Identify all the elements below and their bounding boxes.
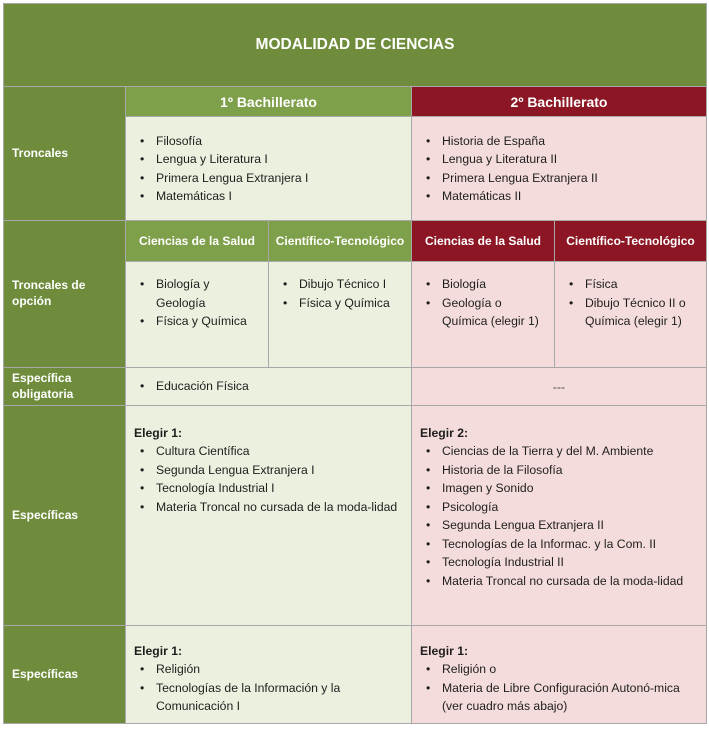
- subheader-1-salud: Ciencias de la Salud: [126, 221, 269, 262]
- list-item: • Segunda Lengua Extranjera I: [138, 461, 403, 480]
- curriculum-table-container: [3, 3, 706, 727]
- list-item: • Matemáticas I: [138, 187, 403, 206]
- list-item: • Biología y Geología: [138, 275, 260, 312]
- list-item: • Primera Lengua Extranjera II: [424, 169, 698, 188]
- elegir-heading: Elegir 1:: [134, 426, 183, 440]
- especificas-b-2-cell: [412, 626, 707, 724]
- list-item: • Historia de la Filosofía: [424, 461, 698, 480]
- list-item: • Primera Lengua Extranjera I: [138, 169, 403, 188]
- list-item: • Biología: [424, 275, 546, 294]
- list-item: • Segunda Lengua Extranjera II: [424, 516, 698, 535]
- list-item: • Historia de España: [424, 132, 698, 151]
- troncales-1-cell: [126, 117, 412, 221]
- list-item: • Imagen y Sonido: [424, 479, 698, 498]
- especificas-row-label: Específicas: [4, 626, 126, 724]
- especificas-b-1-cell: [126, 626, 412, 724]
- subheader-2-tecnologico: Científico-Tecnológico: [555, 221, 707, 262]
- column-header-1-bachillerato: 1º Bachillerato: [126, 87, 412, 117]
- list-item: • Tecnología Industrial II: [424, 553, 698, 572]
- opcion-1-salud-list: [126, 275, 268, 331]
- list-item: • Religión o: [424, 660, 698, 679]
- list-item: • Materia de Libre Configuración Autonó-mica (ver cuadro más abajo): [424, 679, 698, 716]
- list-item: • Cultura Científica: [138, 442, 403, 461]
- elegir-heading: Elegir 1:: [420, 644, 469, 658]
- list-item: • Dibujo Técnico I: [281, 275, 403, 294]
- especificas-2-cell: [412, 406, 707, 626]
- opcion-2-tecnologico-list: [555, 275, 706, 331]
- especificas-1-cell: [126, 406, 412, 626]
- list-item: • Educación Física: [138, 377, 403, 396]
- opcion-1-tecnologico-list: [269, 275, 411, 312]
- list-item: • Física y Química: [281, 294, 403, 313]
- especificas-b-1-list: [126, 660, 411, 716]
- list-item: • Ciencias de la Tierra y del M. Ambiente: [424, 442, 698, 461]
- list-item: • Matemáticas II: [424, 187, 698, 206]
- list-item: • Física: [567, 275, 698, 294]
- list-item: • Lengua y Literatura I: [138, 150, 403, 169]
- subheader-1-tecnologico: Científico-Tecnológico: [269, 221, 412, 262]
- obligatoria-2-cell: ---: [412, 368, 707, 406]
- list-item: • Psicología: [424, 498, 698, 517]
- list-item: • Religión: [138, 660, 403, 679]
- list-item: • Geología o Química (elegir 1): [424, 294, 546, 331]
- obligatoria-row-label: Específica obligatoria: [4, 368, 126, 406]
- list-item: • Filosofía: [138, 132, 403, 151]
- list-item: • Tecnologías de la Informac. y la Com. II: [424, 535, 698, 554]
- list-item: • Dibujo Técnico II o Química (elegir 1): [567, 294, 698, 331]
- list-item: • Materia Troncal no cursada de la moda-lidad: [138, 498, 403, 517]
- elegir-heading: Elegir 1:: [134, 644, 183, 658]
- troncales-2-list: [412, 132, 706, 206]
- troncales-1-list: [126, 132, 411, 206]
- especificas-b-2-list: [412, 660, 706, 716]
- list-item: • Física y Química: [138, 312, 260, 331]
- opcion-1-tecnologico-cell: [269, 262, 412, 368]
- list-item: • Tecnología Industrial I: [138, 479, 403, 498]
- opcion-2-salud-list: [412, 275, 554, 331]
- especificas-row-label: Específicas: [4, 406, 126, 626]
- opcion-2-salud-cell: [412, 262, 555, 368]
- obligatoria-1-list: [126, 377, 411, 396]
- especificas-1-list: [126, 442, 411, 516]
- troncales-row-label: Troncales: [4, 87, 126, 221]
- modalidad-ciencias-table: [3, 3, 707, 724]
- troncales-opcion-row-label: Troncales de opción: [4, 221, 126, 368]
- obligatoria-1-cell: [126, 368, 412, 406]
- column-header-2-bachillerato: 2º Bachillerato: [412, 87, 707, 117]
- list-item: • Tecnologías de la Información y la Comunicación I: [138, 679, 403, 716]
- list-item: • Lengua y Literatura II: [424, 150, 698, 169]
- elegir-heading: Elegir 2:: [420, 426, 469, 440]
- troncales-2-cell: [412, 117, 707, 221]
- list-item: • Materia Troncal no cursada de la moda-lidad: [424, 572, 698, 591]
- especificas-2-list: [412, 442, 706, 590]
- table-title: MODALIDAD DE CIENCIAS: [4, 4, 707, 87]
- opcion-1-salud-cell: [126, 262, 269, 368]
- subheader-2-salud: Ciencias de la Salud: [412, 221, 555, 262]
- opcion-2-tecnologico-cell: [555, 262, 707, 368]
